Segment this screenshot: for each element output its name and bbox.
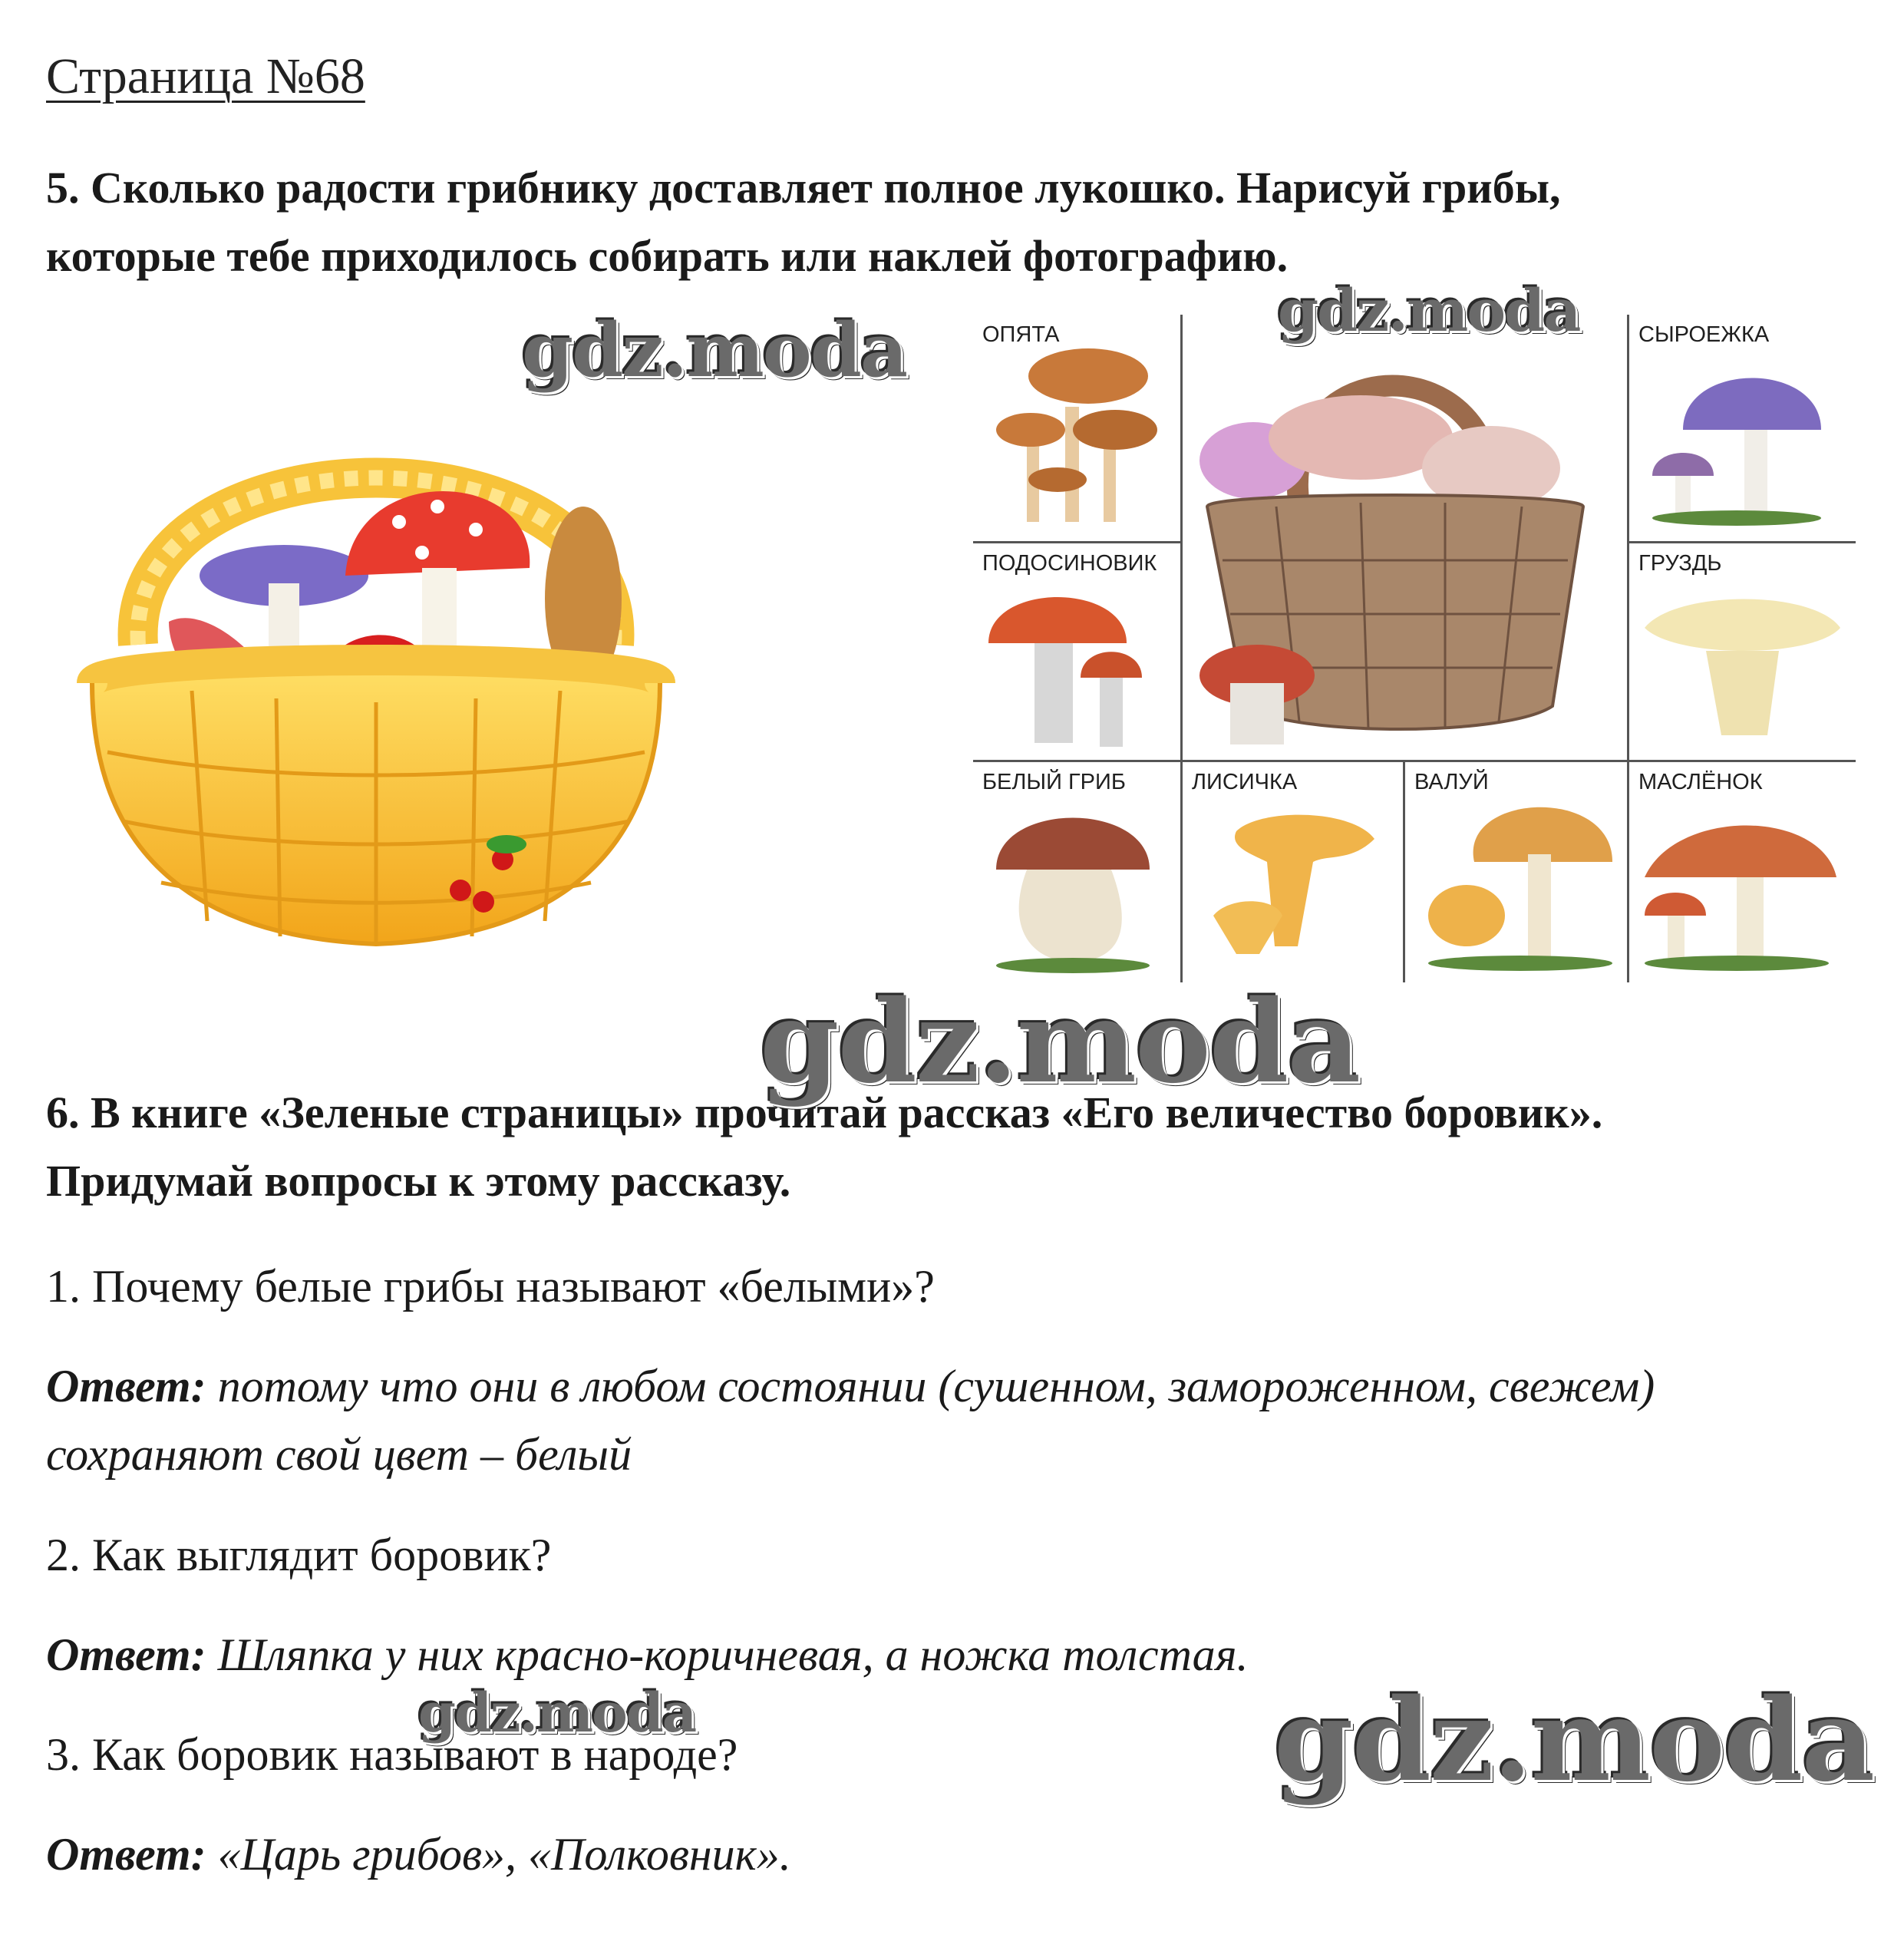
label-lisichka: ЛИСИЧКА — [1192, 770, 1298, 794]
maslenok-illustration — [1629, 762, 1856, 982]
cell-gruzd — [1629, 543, 1856, 760]
label-belyi: БЕЛЫЙ ГРИБ — [982, 770, 1126, 794]
belyi-illustration — [973, 762, 1180, 982]
cell-syroezhka — [1629, 315, 1856, 541]
cell-opyata — [973, 315, 1180, 541]
page-title: Страница №68 — [46, 48, 365, 104]
answer-2: Ответ: Шляпка у них красно-коричневая, а ножка толстая. — [46, 1629, 1249, 1680]
podosinovik-illustration — [973, 543, 1180, 760]
basket-illustration — [77, 322, 675, 967]
question-2: 2. Как выглядит боровик? — [46, 1530, 552, 1580]
opyata-illustration — [973, 315, 1180, 541]
task-5-text: 5. Сколько радости грибнику доставляет полное лукошко. Нарисуй грибы, которые тебе приходилось собирать или наклей фотографию. — [46, 163, 1561, 281]
watermark: gdz.moda — [522, 307, 907, 394]
cell-valui — [1405, 762, 1627, 982]
gruzd-illustration — [1629, 543, 1856, 760]
cell-podosinovik — [973, 543, 1180, 760]
question-3: 3. Как боровик называют в народе? — [46, 1729, 738, 1780]
label-valui: ВАЛУЙ — [1414, 770, 1489, 794]
question-1: 1. Почему белые грибы называют «белыми»? — [46, 1261, 935, 1312]
cell-belyi — [973, 762, 1180, 982]
task-6-text: 6. В книге «Зеленые страницы» прочитай рассказ «Его величество боровик». Придумай вопросы к этому рассказу. — [46, 1088, 1603, 1206]
syroezhka-illustration — [1629, 315, 1856, 541]
chart-basket-illustration — [1184, 338, 1625, 756]
answer-1: Ответ: потому что они в любом состоянии (сушенном, замороженном, свежем) сохраняют свой цвет – белый — [46, 1361, 1655, 1480]
watermark: gdz.moda — [1274, 1673, 1874, 1807]
label-syroezhka: СЫРОЕЖКА — [1638, 322, 1770, 347]
watermark: gdz.moda — [418, 1681, 696, 1745]
label-podosinovik: ПОДОСИНОВИК — [982, 551, 1157, 576]
cell-maslenok — [1629, 762, 1856, 982]
answer-3: Ответ: «Царь грибов», «Полковник». — [46, 1829, 791, 1880]
watermark: gdz.moda — [1278, 276, 1580, 345]
label-maslenok: МАСЛЁНОК — [1638, 770, 1763, 794]
lisichka-illustration — [1183, 762, 1403, 982]
mushroom-chart — [973, 315, 1856, 982]
cell-lisichka — [1183, 762, 1403, 982]
label-gruzd: ГРУЗДЬ — [1638, 551, 1722, 576]
valui-illustration — [1405, 762, 1627, 982]
watermark: gdz.moda — [760, 975, 1360, 1108]
label-opyata: ОПЯТА — [982, 322, 1060, 347]
